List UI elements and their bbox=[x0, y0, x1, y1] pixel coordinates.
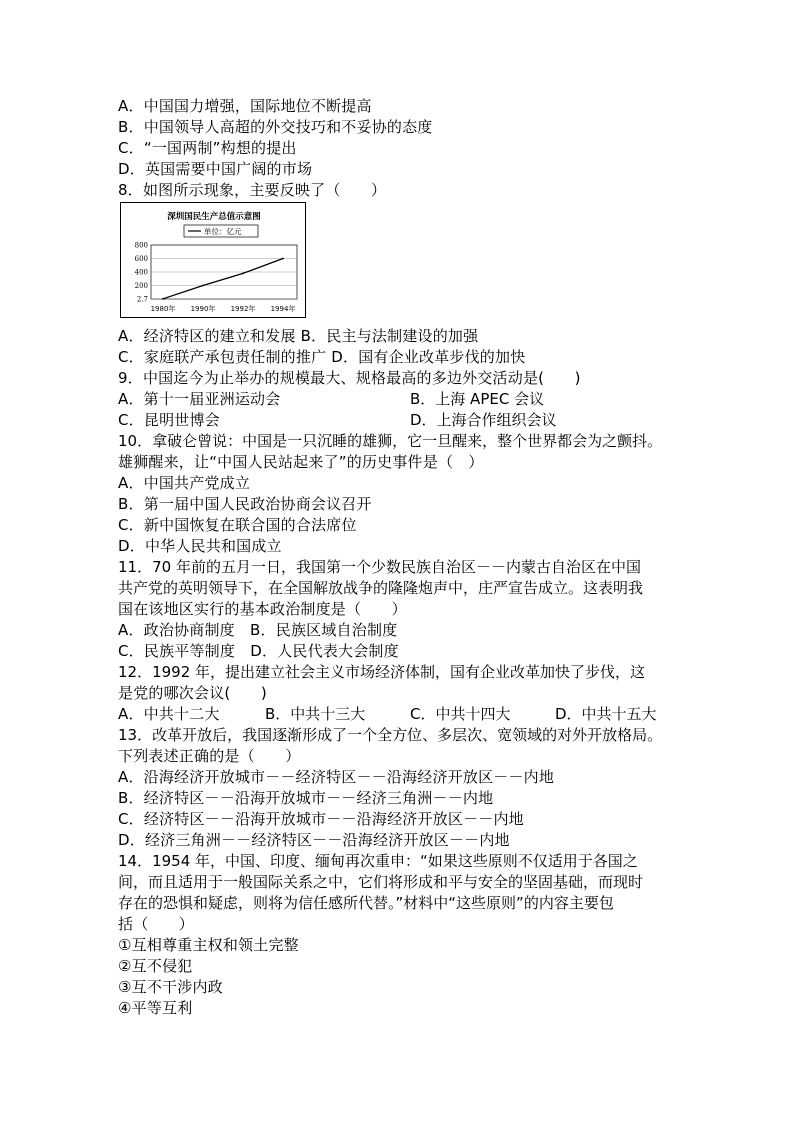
chart-ytick-label: 200 bbox=[134, 282, 148, 290]
q11-stem-line1: 11．70 年前的五月一日，我国第一个少数民族自治区－－内蒙古自治区在中国 bbox=[118, 558, 641, 576]
chart-data-point bbox=[202, 285, 204, 287]
q7-option-c: C．“一国两制”构想的提出 bbox=[118, 139, 297, 157]
chart-data-point bbox=[162, 298, 164, 300]
chart-ytick-label: 2.7 bbox=[136, 295, 148, 304]
q14-item-3: ③互不干涉内政 bbox=[118, 978, 223, 996]
q12-option-c: C．中共十四大 bbox=[410, 705, 511, 723]
q8-options-line2: C．家庭联产承包责任制的推广 D．国有企业改革步伐的加快 bbox=[118, 348, 526, 366]
q9-option-c: C．昆明世博会 bbox=[118, 411, 220, 429]
q9-option-a: A．第十一届亚洲运动会 bbox=[118, 390, 281, 408]
q10-option-c: C．新中国恢复在联合国的合法席位 bbox=[118, 516, 357, 534]
chart-xtick-label: 1994年 bbox=[270, 305, 296, 313]
gdp-line-chart bbox=[120, 202, 306, 318]
q11-stem-line2: 共产党的英明领导下，在全国解放战争的隆隆炮声中，庄严宣告成立。这表明我 bbox=[118, 579, 644, 597]
q12-stem-line2: 是党的哪次会议( ) bbox=[118, 684, 267, 702]
chart-xtick-label: 1992年 bbox=[230, 305, 256, 313]
q7-option-d: D．英国需要中国广阔的市场 bbox=[118, 160, 313, 178]
q11-options-line1: A．政治协商制度 B．民族区域自治制度 bbox=[118, 621, 398, 639]
q14-stem-line2: 间，而且适用于一般国际关系之中，它们将形成和平与安全的坚固基础，而现时 bbox=[118, 873, 644, 891]
chart-legend-label: 单位：亿元 bbox=[204, 227, 242, 236]
q11-stem-line3: 国在该地区实行的基本政治制度是（ ） bbox=[118, 600, 407, 618]
q14-item-4: ④平等互利 bbox=[118, 999, 193, 1017]
chart-ytick-label: 600 bbox=[134, 255, 148, 263]
q9-stem: 9．中国迄今为止举办的规模最大、规格最高的多边外交活动是( ) bbox=[118, 369, 581, 387]
q10-option-a: A．中国共产党成立 bbox=[118, 474, 251, 492]
q13-option-c: C．经济特区－－沿海开放城市－－沿海经济开放区－－内地 bbox=[118, 810, 524, 828]
q10-stem-line2: 雄狮醒来，让“中国人民站起来了”的历史事件是（ ） bbox=[118, 453, 484, 471]
q8-options-line1: A．经济特区的建立和发展 B．民主与法制建设的加强 bbox=[118, 327, 479, 345]
q13-stem-line1: 13．改革开放后，我国逐渐形成了一个全方位、多层次、宽领域的对外开放格局。 bbox=[118, 726, 663, 744]
q9-option-d: D．上海合作组织会议 bbox=[410, 411, 557, 429]
chart-data-point bbox=[242, 272, 244, 274]
q7-option-a: A．中国国力增强，国际地位不断提高 bbox=[118, 97, 372, 115]
q11-options-line2: C．民族平等制度 D．人民代表大会制度 bbox=[118, 642, 399, 660]
q12-stem-line1: 12．1992 年，提出建立社会主义市场经济体制，国有企业改革加快了步伐，这 bbox=[118, 663, 646, 681]
q13-option-a: A．沿海经济开放城市－－经济特区－－沿海经济开放区－－内地 bbox=[118, 768, 555, 786]
q12-option-a: A．中共十二大 bbox=[118, 705, 220, 723]
q10-stem-line1: 10．拿破仑曾说：中国是一只沉睡的雄狮，它一旦醒来，整个世界都会为之颤抖。 bbox=[118, 432, 663, 450]
q8-stem: 8．如图所示现象，主要反映了（ ） bbox=[118, 181, 387, 199]
q12-option-d: D．中共十五大 bbox=[555, 705, 657, 723]
chart-title: 深圳国民生产总值示意图 bbox=[167, 212, 261, 222]
q7-option-b: B．中国领导人高超的外交技巧和不妥协的态度 bbox=[118, 118, 433, 136]
q13-option-b: B．经济特区－－沿海开放城市－－经济三角洲－－内地 bbox=[118, 789, 494, 807]
chart-ytick-label: 400 bbox=[134, 268, 148, 277]
q14-item-1: ①互相尊重主权和领土完整 bbox=[118, 936, 299, 954]
q9-option-b: B．上海 APEC 会议 bbox=[410, 390, 545, 408]
chart-xtick-label: 1990年 bbox=[190, 305, 216, 313]
chart-xtick-label: 1980年 bbox=[150, 305, 176, 313]
chart-data-point bbox=[282, 258, 284, 260]
q14-item-2: ②互不侵犯 bbox=[118, 957, 193, 975]
q14-stem-line4: 括（ ） bbox=[118, 915, 195, 933]
q10-option-b: B．第一届中国人民政治协商会议召开 bbox=[118, 495, 372, 513]
q13-stem-line2: 下列表述正确的是（ ） bbox=[118, 747, 301, 765]
q14-stem-line1: 14．1954 年，中国、印度、缅甸再次重申：“如果这些原则不仅适用于各国之 bbox=[118, 852, 638, 870]
q13-option-d: D．经济三角洲－－经济特区－－沿海经济开放区－－内地 bbox=[118, 831, 510, 849]
q10-option-d: D．中华人民共和国成立 bbox=[118, 537, 282, 555]
q14-stem-line3: 存在的恐惧和疑虑，则将为信任感所代替。”材料中“这些原则”的内容主要包 bbox=[118, 894, 614, 912]
q12-option-b: B．中共十三大 bbox=[265, 705, 366, 723]
chart-series-line bbox=[163, 259, 283, 299]
chart-ytick-label: 800 bbox=[134, 241, 148, 250]
